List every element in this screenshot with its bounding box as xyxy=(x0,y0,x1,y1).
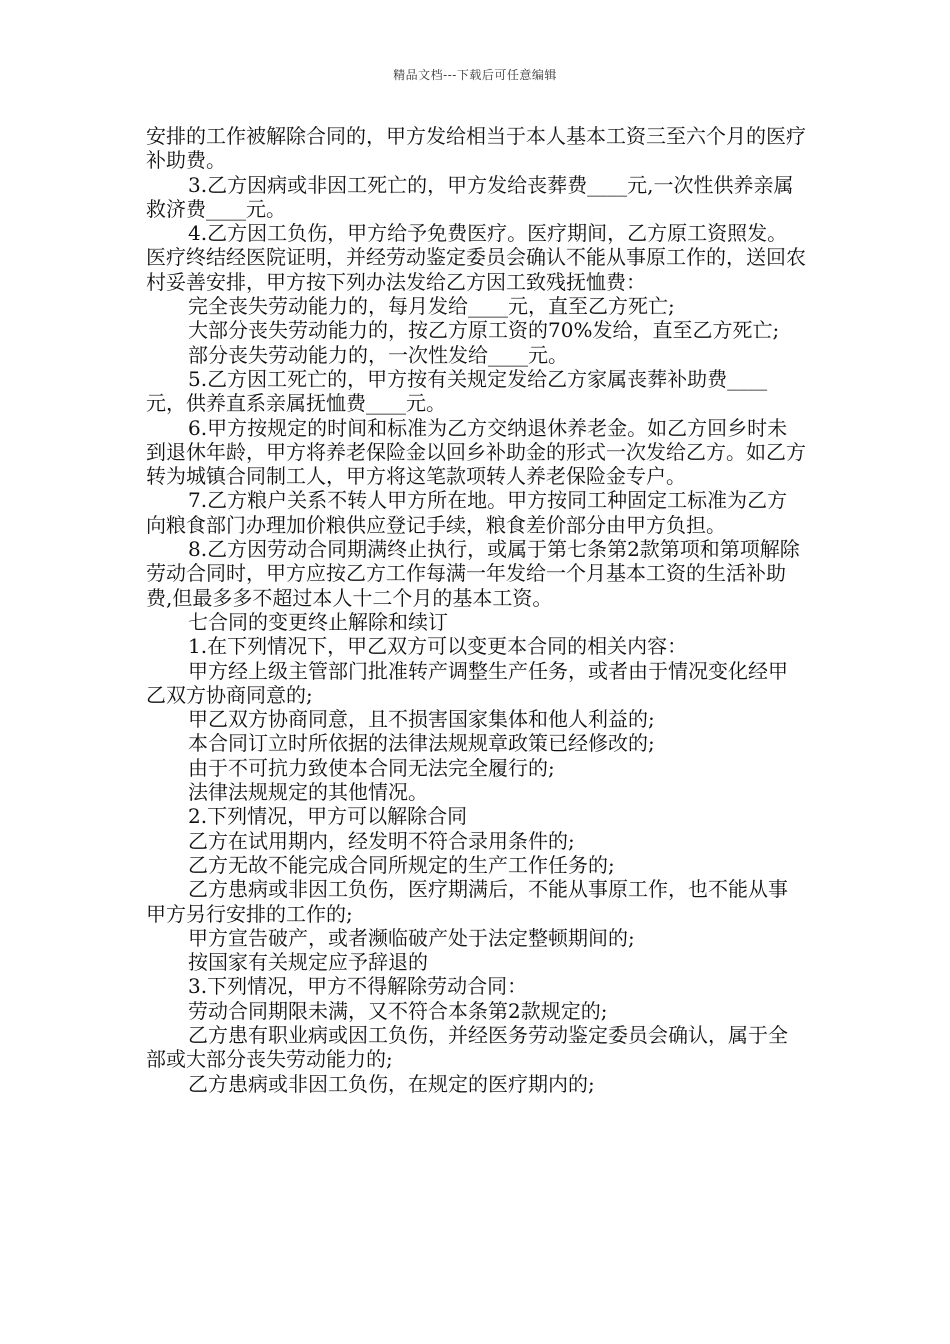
paragraph: 乙方无故不能完成合同所规定的生产工作任务的; xyxy=(188,852,615,877)
paragraph: 3.下列情况，甲方不得解除劳动合同： xyxy=(188,974,528,999)
paragraph: 3.乙方因病或非因工死亡的，甲方发给丧葬费____元,一次性供养亲属救济费____元。 xyxy=(146,172,794,221)
paragraph: 8.乙方因劳动合同期满终止执行，或属于第七条第2款第项和第项解除劳动合同时，甲方应按乙方工作每满一年发给一个月基本工资的生活补助费,但最多多不超过本人十二个月的基本工资。 xyxy=(146,537,800,610)
paragraph: 乙方患病或非因工负伤，在规定的医疗期内的; xyxy=(188,1071,595,1096)
paragraph: 甲方经上级主管部门批准转产调整生产任务，或者由于情况变化经甲乙双方协商同意的; xyxy=(146,658,788,707)
paragraph: 由于不可抗力致使本合同无法完全履行的; xyxy=(188,755,555,780)
paragraph: 按国家有关规定应予辞退的 xyxy=(188,950,428,975)
page-header: 精品文档---下载后可任意编辑 xyxy=(393,68,557,82)
section-heading: 七合同的变更终止解除和续订 xyxy=(188,609,448,634)
paragraph: 法律法规规定的其他情况。 xyxy=(188,780,428,805)
paragraph: 乙方在试用期内，经发明不符合录用条件的; xyxy=(188,828,575,853)
paragraph: 乙方患有职业病或因工负伤，并经医务劳动鉴定委员会确认，属于全部或大部分丧失劳动能力的; xyxy=(146,1022,788,1072)
paragraph: 完全丧失劳动能力的，每月发给____元，直至乙方死亡; xyxy=(188,294,675,319)
paragraph: 1.在下列情况下，甲乙双方可以变更本合同的相关内容： xyxy=(188,634,688,659)
paragraph: 本合同订立时所依据的法律法规规章政策已经修改的; xyxy=(188,731,655,756)
paragraph: 甲乙双方协商同意，且不损害国家集体和他人利益的; xyxy=(188,707,655,732)
paragraph: 安排的工作被解除合同的，甲方发给相当于本人基本工资三至六个月的医疗补助费。 xyxy=(146,124,806,173)
paragraph: 甲方宣告破产，或者濒临破产处于法定整顿期间的; xyxy=(188,925,635,950)
paragraph: 劳动合同期限未满，又不符合本条第2款规定的; xyxy=(188,998,608,1023)
paragraph: 6.甲方按规定的时间和标准为乙方交纳退休养老金。如乙方回乡时未到退休年龄，甲方将养老保险金以回乡补助金的形式一次发给乙方。如乙方转为城镇合同制工人，甲方将这笔款项转人养老保险金专户。 xyxy=(146,415,806,489)
document-body xyxy=(146,124,806,1096)
paragraph: 4.乙方因工负伤，甲方给予免费医疗。医疗期间，乙方原工资照发。医疗终结经医院证明，并经劳动鉴定委员会确认不能从事原工作的，送回农村妥善安排，甲方按下列办法发给乙方因工致残抚恤费： xyxy=(146,221,806,294)
paragraph: 2.下列情况，甲方可以解除合同 xyxy=(188,804,468,829)
paragraph: 7.乙方粮户关系不转人甲方所在地。甲方按同工种固定工标准为乙方向粮食部门办理加价粮供应登记手续，粮食差价部分由甲方负担。 xyxy=(146,488,788,537)
paragraph: 5.乙方因工死亡的，甲方按有关规定发给乙方家属丧葬补助费____元，供养直系亲属抚恤费____元。 xyxy=(146,366,768,416)
paragraph: 乙方患病或非因工负伤，医疗期满后，不能从事原工作，也不能从事甲方另行安排的工作的; xyxy=(146,877,788,926)
paragraph: 部分丧失劳动能力的，一次性发给____元。 xyxy=(188,342,568,367)
paragraph: 大部分丧失劳动能力的，按乙方原工资的70%发给，直至乙方死亡; xyxy=(188,318,780,343)
